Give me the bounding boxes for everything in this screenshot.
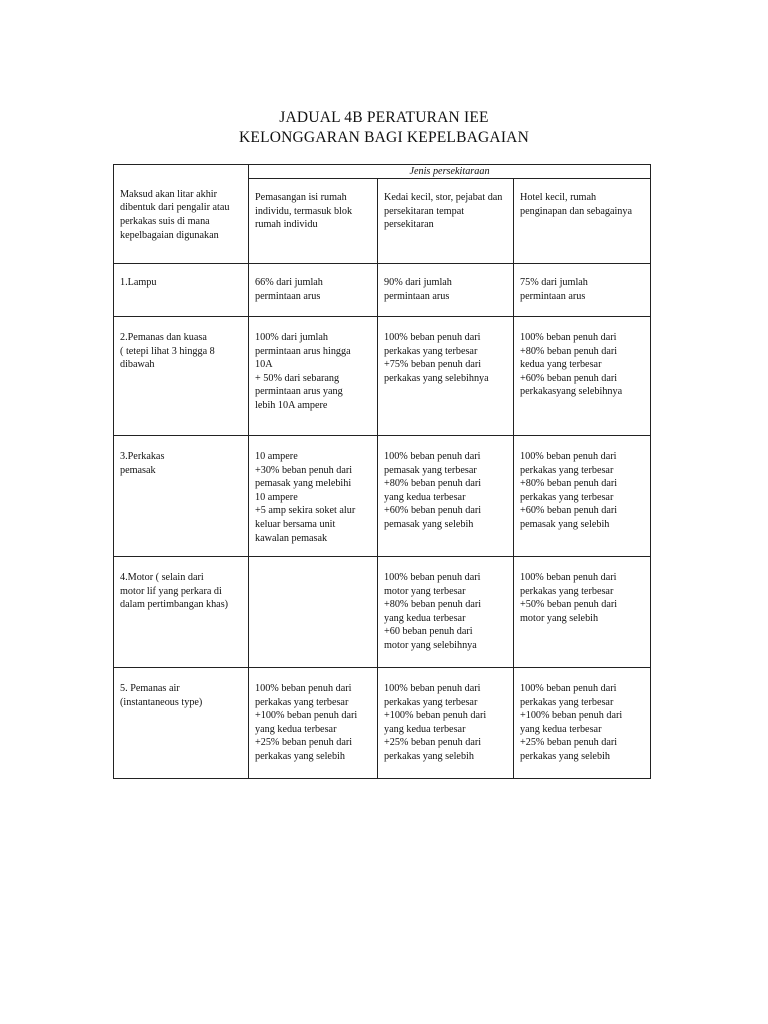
cell-text: 100% beban penuh dari perkakas yang terbesar +80% beban penuh dari perkakas yang terbesar +60% beban penuh dari pemasak yang selebih	[520, 451, 618, 530]
table-row	[114, 668, 651, 779]
row-label: 1.Lampu	[120, 277, 157, 288]
cell-text: 90% dari jumlah permintaan arus	[384, 277, 452, 302]
column-header-cell	[249, 179, 378, 264]
table-row	[114, 436, 651, 557]
row-label: 4.Motor ( selain dari motor lif yang perkara di dalam pertimbangan khas)	[120, 572, 229, 611]
table-cell	[249, 317, 378, 436]
group-header-cell	[249, 165, 651, 179]
column-header-text: Kedai kecil, stor, pejabat dan persekitaran tempat persekitaran	[384, 192, 503, 231]
cell-text: 100% beban penuh dari perkakas yang terbesar +50% beban penuh dari motor yang selebih	[520, 572, 618, 624]
diversity-table	[113, 164, 651, 779]
row-label-cell	[114, 557, 249, 668]
row-label-cell	[114, 317, 249, 436]
table-cell	[378, 264, 514, 317]
row-label-cell	[114, 264, 249, 317]
cell-text: 100% beban penuh dari perkakas yang terbesar +100% beban penuh dari yang kedua terbesar +25% beban penuh dari perkakas yang selebih	[255, 683, 358, 762]
cell-text: 100% beban penuh dari +80% beban penuh dari kedua yang terbesar +60% beban penuh dari perkakasyang selebihnya	[520, 332, 623, 398]
table-cell	[514, 436, 651, 557]
column-header-text: Hotel kecil, rumah penginapan dan sebagainya	[520, 192, 633, 217]
cell-text: 100% beban penuh dari perkakas yang terbesar +75% beban penuh dari perkakas yang selebihnya	[384, 332, 489, 384]
table-row	[114, 317, 651, 436]
cell-text: 100% dari jumlah permintaan arus hingga 10A + 50% dari sebarang permintaan arus yang lebih 10A ampere	[255, 332, 351, 411]
column-header-cell	[514, 179, 651, 264]
column-header-cell	[378, 179, 514, 264]
table-group-header-row	[114, 165, 651, 179]
table-cell	[378, 317, 514, 436]
row-label: 5. Pemanas air (instantaneous type)	[120, 683, 203, 708]
row-label: 2.Pemanas dan kuasa ( tetepi lihat 3 hingga 8 dibawah	[120, 332, 215, 371]
table-row	[114, 557, 651, 668]
table-cell	[514, 668, 651, 779]
left-header-cell	[114, 165, 249, 264]
table-row	[114, 264, 651, 317]
document-title	[0, 108, 768, 148]
cell-text: 100% beban penuh dari motor yang terbesar +80% beban penuh dari yang kedua terbesar +60 beban penuh dari motor yang selebihnya	[384, 572, 482, 651]
table-cell	[249, 264, 378, 317]
table-cell	[378, 668, 514, 779]
cell-text: 100% beban penuh dari perkakas yang terbesar +100% beban penuh dari yang kedua terbesar +25% beban penuh dari perkakas yang selebih	[384, 683, 487, 762]
left-header-text: Maksud akan litar akhir dibentuk dari pengalir atau perkakas suis di mana kepelbagaian digunakan	[120, 188, 230, 241]
table-cell	[514, 264, 651, 317]
row-label-cell	[114, 668, 249, 779]
table-cell	[249, 436, 378, 557]
cell-text: 66% dari jumlah permintaan arus	[255, 277, 323, 302]
table-cell	[378, 436, 514, 557]
cell-text: 100% beban penuh dari pemasak yang terbesar +80% beban penuh dari yang kedua terbesar +60% beban penuh dari pemasak yang selebih	[384, 451, 482, 530]
cell-text: 100% beban penuh dari perkakas yang terbesar +100% beban penuh dari yang kedua terbesar +25% beban penuh dari perkakas yang selebih	[520, 683, 623, 762]
table-cell	[378, 557, 514, 668]
table-cell	[514, 317, 651, 436]
table-cell	[249, 668, 378, 779]
row-label-cell	[114, 436, 249, 557]
cell-text: 10 ampere +30% beban penuh dari pemasak yang melebihi 10 ampere +5 amp sekira soket alur keluar bersama unit kawalan pemasak	[255, 451, 356, 544]
column-header-text: Pemasangan isi rumah individu, termasuk blok rumah individu	[255, 192, 353, 231]
group-header-text: Jenis persekitaraan	[409, 166, 490, 177]
row-label: 3.Perkakas pemasak	[120, 451, 165, 476]
cell-text: 75% dari jumlah permintaan arus	[520, 277, 588, 302]
table-cell	[514, 557, 651, 668]
title-line-2: KELONGGARAN BAGI KEPELBAGAIAN	[239, 129, 529, 146]
title-line-1: JADUAL 4B PERATURAN IEE	[279, 109, 489, 126]
table-cell	[249, 557, 378, 668]
